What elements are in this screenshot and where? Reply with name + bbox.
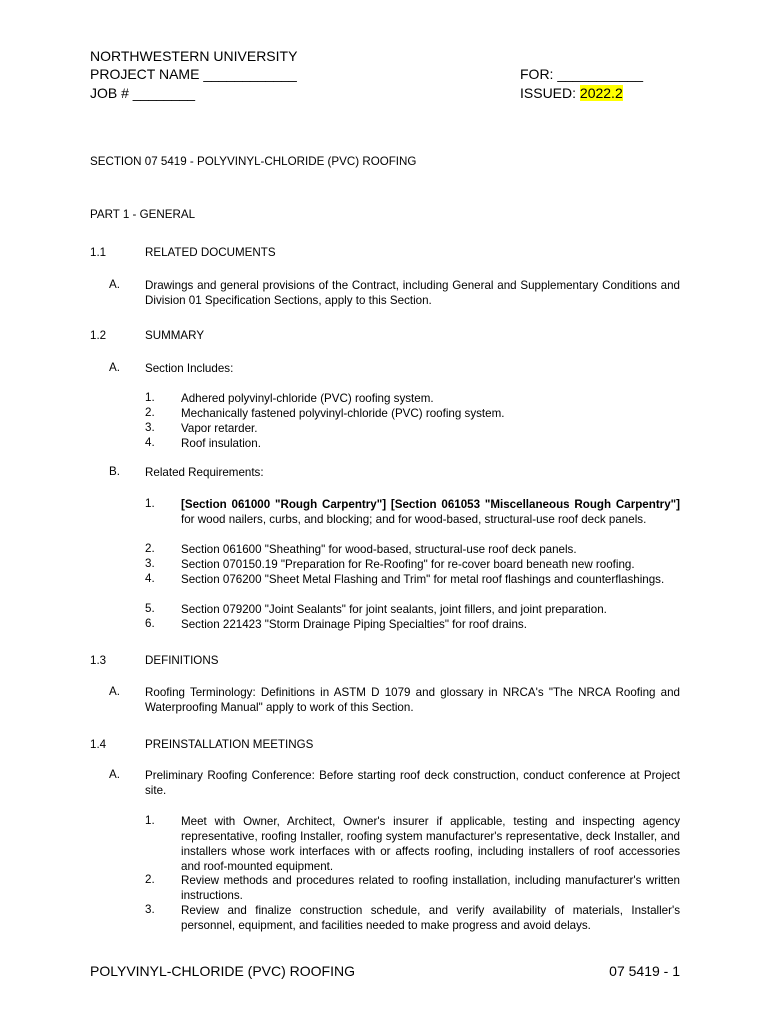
paragraph-letter: A. (109, 278, 120, 291)
paragraph-text: Related Requirements: (145, 466, 264, 479)
list-item: Section 076200 "Sheet Metal Flashing and Trim" for metal roof flashings and counterflashings. (181, 573, 665, 586)
article-heading: SUMMARY (145, 329, 205, 342)
article-heading: PREINSTALLATION MEETINGS (145, 738, 314, 751)
list-item (181, 497, 684, 527)
list-item-number: 3. (145, 421, 155, 434)
article-heading: DEFINITIONS (145, 654, 219, 667)
header-issued (520, 84, 623, 102)
list-item-number: 1. (145, 391, 155, 404)
list-item: Vapor retarder. (181, 422, 258, 435)
article-number: 1.3 (90, 654, 107, 667)
list-item: Adhered polyvinyl-chloride (PVC) roofing system. (181, 392, 434, 405)
list-item-number: 2. (145, 406, 155, 419)
paragraph-text: Roofing Terminology: Definitions in ASTM D 1079 and glossary in NRCA's "The NRCA Roofing and Waterproofing Manual" apply to work of this Section. (145, 686, 680, 714)
part-heading: PART 1 - GENERAL (90, 208, 196, 221)
article-number: 1.4 (90, 738, 107, 751)
list-item: Section 061600 "Sheathing" for wood-based, structural-use roof deck panels. (181, 543, 577, 556)
paragraph-letter: B. (109, 465, 120, 478)
section-title: SECTION 07 5419 - POLYVINYL-CHLORIDE (PVC) ROOFING (90, 155, 417, 168)
list-item-number: 1. (145, 497, 155, 510)
list-item: Review methods and procedures related to roofing installation, including manufacturer's written instructions. (181, 874, 680, 902)
list-item: Review and finalize construction schedule, and verify availability of materials, Installer's personnel, equipment, and facilities needed to make progress and avoid delays. (181, 904, 680, 932)
list-item-number: 6. (145, 617, 155, 630)
list-item-number: 3. (145, 557, 155, 570)
list-item-text: for wood nailers, curbs, and blocking; and for wood-based, structural-use roof deck panels. (181, 498, 684, 526)
list-item-number: 4. (145, 572, 155, 585)
paragraph-letter: A. (109, 361, 120, 374)
header-job: JOB # ________ (90, 85, 196, 101)
list-item: Mechanically fastened polyvinyl-chloride (PVC) roofing system. (181, 407, 505, 420)
header-project: PROJECT NAME ____________ (90, 66, 297, 82)
header-for: FOR: ___________ (520, 66, 643, 82)
bracketed-section-ref: [Section 061053 "Miscellaneous Rough Carpentry"] (386, 498, 680, 511)
paragraph-text: Section Includes: (145, 362, 234, 375)
article-number: 1.1 (90, 246, 107, 259)
paragraph-text: Preliminary Roofing Conference: Before starting roof deck construction, conduct conference at Project site. (145, 769, 680, 797)
issued-label: ISSUED: (520, 85, 580, 101)
paragraph-letter: A. (109, 685, 120, 698)
paragraph-text: Drawings and general provisions of the Contract, including General and Supplementary Conditions and Division 01 Specification Sections, apply to this Section. (145, 279, 680, 307)
list-item-number: 3. (145, 903, 155, 916)
list-item-number: 4. (145, 436, 155, 449)
list-item-number: 2. (145, 873, 155, 886)
list-item: Section 221423 "Storm Drainage Piping Specialties" for roof drains. (181, 618, 527, 631)
list-item-number: 5. (145, 602, 155, 615)
article-number: 1.2 (90, 329, 107, 342)
footer-title: POLYVINYL-CHLORIDE (PVC) ROOFING (90, 963, 356, 979)
list-item: Roof insulation. (181, 437, 261, 450)
list-item: Meet with Owner, Architect, Owner's insurer if applicable, testing and inspecting agency representative, roofing Installer, roofing system manufacturer's representative, deck Installer, and installers whose work interfaces with or affects roofing, including installers of roof accessories and roof-mounted equipment. (181, 815, 680, 873)
header-org: NORTHWESTERN UNIVERSITY (90, 48, 298, 64)
bracketed-section-ref: [Section 061000 "Rough Carpentry"] (181, 498, 387, 511)
list-item: Section 079200 "Joint Sealants" for joint sealants, joint fillers, and joint preparation. (181, 603, 607, 616)
list-item-number: 2. (145, 542, 155, 555)
article-heading: RELATED DOCUMENTS (145, 246, 276, 259)
list-item: Section 070150.19 "Preparation for Re-Roofing" for re-cover board beneath new roofing. (181, 558, 635, 571)
list-item-number: 1. (145, 814, 155, 827)
issued-value-highlight: 2022.2 (579, 85, 623, 101)
paragraph-letter: A. (109, 768, 120, 781)
footer-page-number: 07 5419 - 1 (609, 963, 680, 979)
